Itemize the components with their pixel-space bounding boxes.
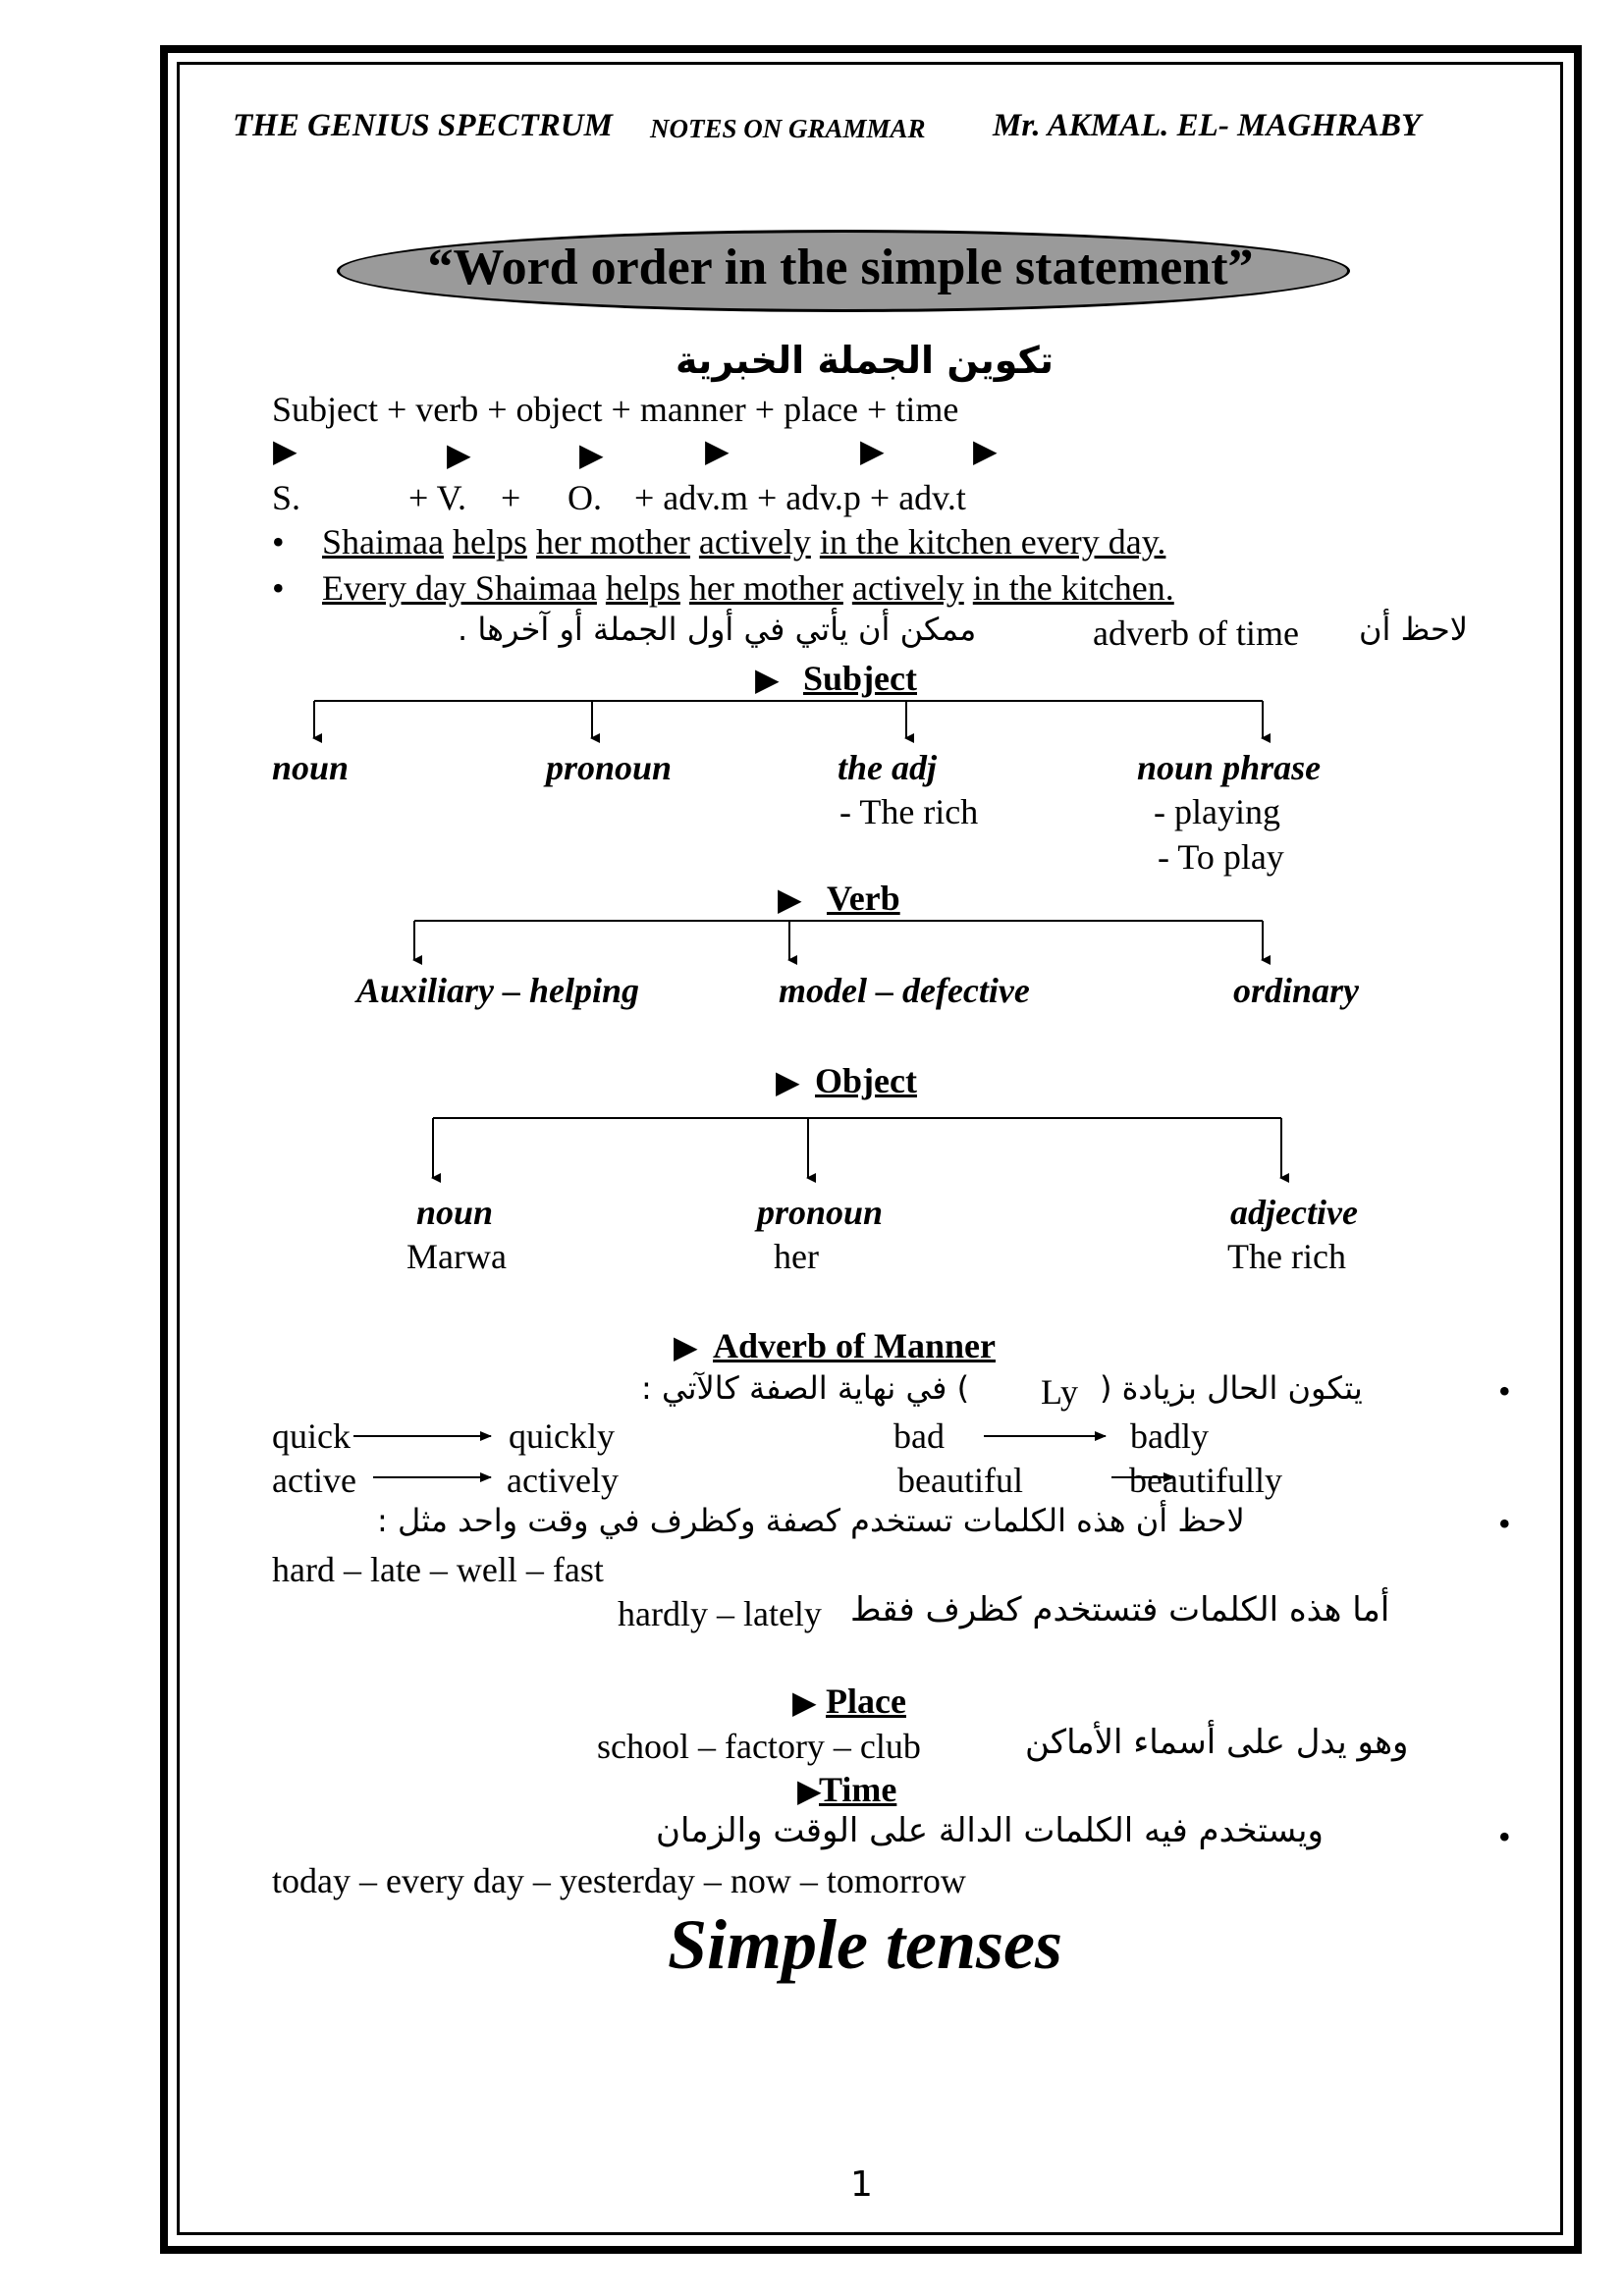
bullet: • <box>272 522 285 561</box>
ex1-place-time: in the kitchen every day. <box>819 522 1166 561</box>
note-time-arabic-b: ممكن أن يأتي في أول الجملة أو آخرها . <box>458 611 977 648</box>
manner-heading-arrow: ▶ <box>674 1329 698 1364</box>
pair-actively: actively <box>507 1461 619 1500</box>
formula-arrow-3: ▶ <box>579 437 604 472</box>
manner-rule-ly: Ly <box>1041 1372 1079 1412</box>
manner-adverb-only-words: hardly – lately <box>618 1594 822 1633</box>
time-heading: Time <box>819 1770 897 1809</box>
bullet: • <box>1498 1504 1511 1543</box>
time-examples: today – every day – yesterday – now – tomorrow <box>272 1861 966 1900</box>
manner-both-words: hard – late – well – fast <box>272 1550 604 1589</box>
place-heading-arrow: ▶ <box>792 1684 817 1720</box>
ex2-manner: actively <box>851 568 964 608</box>
subject-example-playing: - playing <box>1154 792 1280 831</box>
abbr-v: + V. <box>408 478 467 517</box>
verb-heading-arrow: ▶ <box>778 881 802 917</box>
manner-rule-arabic-b: ) في نهاية الصفة كالآتي : <box>641 1369 970 1407</box>
manner-rule-arabic-a: يتكون الحال بزيادة ( <box>1100 1369 1363 1407</box>
note-time-english: adverb of time <box>1093 614 1299 653</box>
page-number: 1 <box>850 2164 873 2205</box>
verb-modal: model – defective <box>779 971 1030 1010</box>
formula-arrow-2: ▶ <box>447 437 471 472</box>
subject-noun: noun <box>272 748 350 787</box>
object-example-the-rich: The rich <box>1227 1237 1346 1276</box>
ex1-subject: Shaimaa <box>322 522 444 561</box>
object-adjective: adjective <box>1230 1193 1358 1232</box>
pair-active: active <box>272 1461 356 1500</box>
verb-ordinary: ordinary <box>1233 971 1360 1010</box>
object-pronoun: pronoun <box>757 1193 884 1232</box>
time-arabic: ويستخدم فيه الكلمات الدالة على الوقت والزمان <box>656 1811 1324 1850</box>
bullet: • <box>272 568 285 608</box>
ex1-manner: actively <box>698 522 811 561</box>
time-heading-arrow: ▶ <box>797 1773 822 1808</box>
manner-heading: Adverb of Manner <box>713 1326 996 1365</box>
pair-beautiful: beautiful <box>897 1461 1023 1500</box>
bullet: • <box>1498 1817 1511 1856</box>
ex2-time-subject: Every day Shaimaa <box>322 568 597 608</box>
place-heading: Place <box>826 1682 906 1721</box>
place-examples: school – factory – club <box>597 1727 921 1766</box>
formula-arrow-4: ▶ <box>705 433 730 468</box>
verb-heading: Verb <box>827 879 900 918</box>
ex2-object: her mother <box>688 568 843 608</box>
pair-quick: quick <box>272 1416 351 1456</box>
formula-arrow-6: ▶ <box>973 433 998 468</box>
formula-arrow-5: ▶ <box>860 433 885 468</box>
manner-note-both: لاحظ أن هذه الكلمات تستخدم كصفة وكظرف في وقت واحد مثل : <box>377 1502 1245 1539</box>
arabic-title: تكوين الجملة الخبرية <box>676 339 1054 382</box>
simple-tenses-title: Simple tenses <box>668 1905 1063 1984</box>
abbr-s: S. <box>272 478 301 517</box>
subject-the-adj: the adj <box>838 748 938 787</box>
abbr-plus: + <box>501 478 521 517</box>
subject-noun-phrase: noun phrase <box>1137 748 1322 787</box>
subject-example-the-rich: - The rich <box>839 792 979 831</box>
object-example-her: her <box>774 1237 819 1276</box>
pair-badly: badly <box>1130 1416 1209 1456</box>
subject-heading: Subject <box>803 659 917 698</box>
bullet: • <box>1498 1371 1511 1411</box>
note-time-arabic-a: لاحظ أن <box>1359 611 1468 648</box>
pair-quickly: quickly <box>509 1416 615 1456</box>
object-noun: noun <box>416 1193 494 1232</box>
subject-pronoun: pronoun <box>546 748 673 787</box>
formula-arrow-1: ▶ <box>273 433 298 468</box>
abbr-rest: + adv.m + adv.p + adv.t <box>634 478 966 517</box>
ex1-object: her mother <box>535 522 690 561</box>
header-right: Mr. AKMAL. EL- MAGHRABY <box>993 108 1422 143</box>
verb-auxiliary: Auxiliary – helping <box>356 971 640 1010</box>
formula-words: Subject + verb + object + manner + place + time <box>272 390 959 429</box>
subject-heading-arrow: ▶ <box>755 662 780 697</box>
object-heading: Object <box>815 1061 917 1100</box>
abbr-o: O. <box>568 478 602 517</box>
object-example-marwa: Marwa <box>406 1237 507 1276</box>
pair-beautifully: beautifully <box>1129 1461 1282 1500</box>
manner-adverb-only-arabic: أما هذه الكلمات فتستخدم كظرف فقط <box>850 1590 1390 1629</box>
ex2-verb: helps <box>605 568 680 608</box>
object-heading-arrow: ▶ <box>776 1064 800 1099</box>
ex1-verb: helps <box>452 522 527 561</box>
header-left: THE GENIUS SPECTRUM <box>233 108 613 143</box>
header-center: NOTES ON GRAMMAR <box>650 114 926 143</box>
pair-bad: bad <box>893 1416 945 1456</box>
subject-example-to-play: - To play <box>1158 837 1284 877</box>
page-title: “Word order in the simple statement” <box>427 240 1254 295</box>
place-arabic: وهو يدل على أسماء الأماكن <box>1025 1723 1409 1762</box>
ex2-place: in the kitchen. <box>972 568 1174 608</box>
